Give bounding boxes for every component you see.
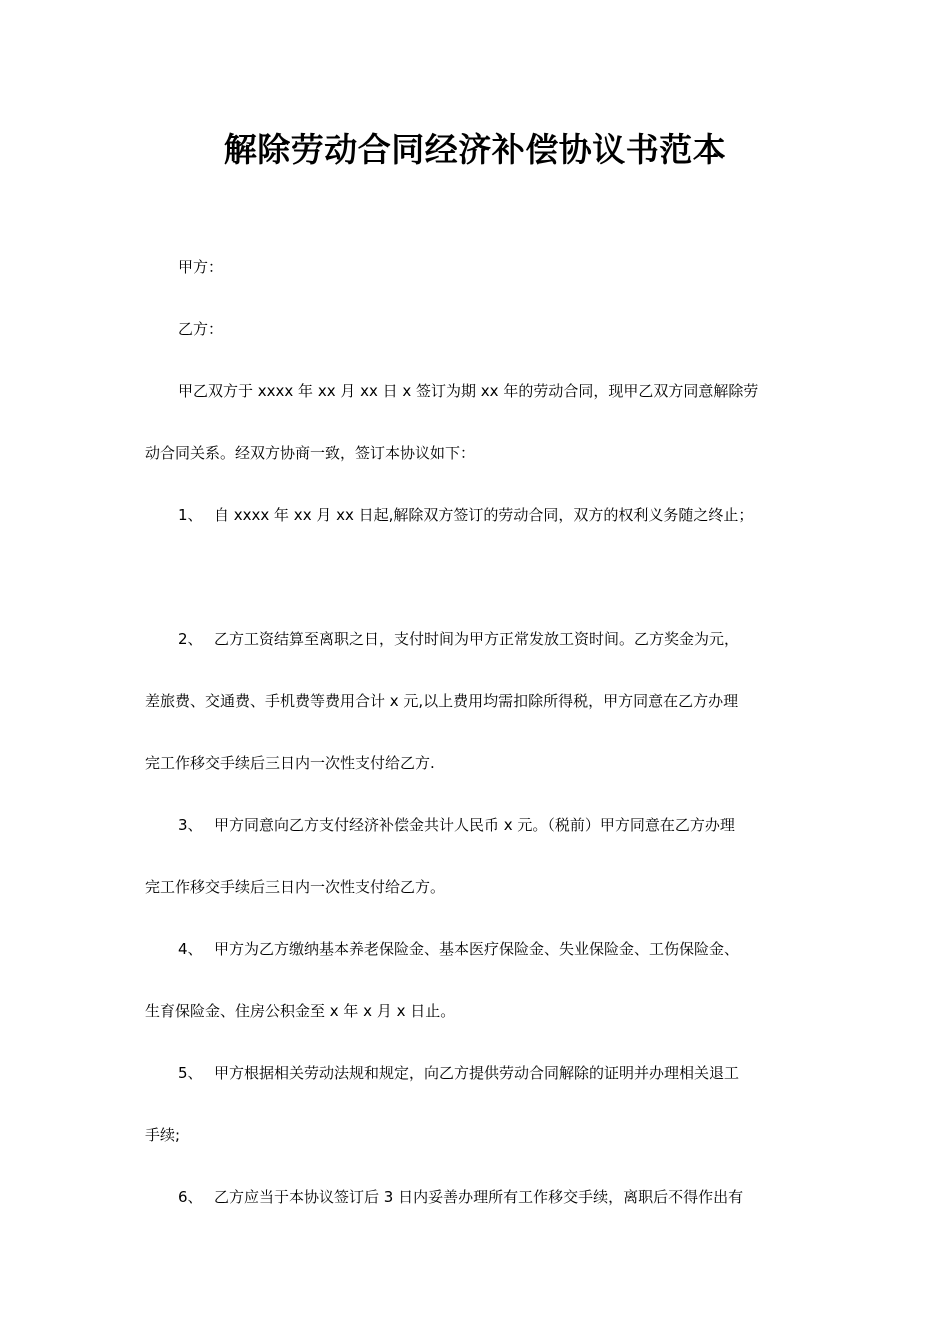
clause-text: 甲方为乙方缴纳基本养老保险金、基本医疗保险金、失业保险金、工伤保险金、 xyxy=(214,940,740,958)
clause-text: 甲方同意向乙方支付经济补偿金共计人民币 x 元。（税前）甲方同意在乙方办理 xyxy=(214,816,735,834)
clause-number: 1、 xyxy=(178,506,203,524)
document-title: 解除劳动合同经济补偿协议书范本 xyxy=(223,130,727,169)
clause-text: 乙方应当于本协议签订后 3 日内妥善办理所有工作移交手续，离职后不得作出有 xyxy=(214,1188,744,1206)
intro-line: 甲乙双方于 xxxx 年 xx 月 xx 日 x 签订为期 xx 年的劳动合同，现甲乙双方同意解除劳 xyxy=(178,382,759,400)
clause-number: 6、 xyxy=(178,1188,203,1206)
clause-text-continued: 完工作移交手续后三日内一次性支付给乙方. xyxy=(145,754,435,772)
clause-number: 5、 xyxy=(178,1064,203,1082)
party-a-label: 甲方： xyxy=(178,258,224,276)
clause-4 xyxy=(178,938,858,960)
clause-6 xyxy=(178,1186,858,1208)
clause-3 xyxy=(178,814,858,836)
clause-number: 4、 xyxy=(178,940,203,958)
clause-text-continued: 完工作移交手续后三日内一次性支付给乙方。 xyxy=(145,878,446,896)
clause-2 xyxy=(178,628,858,650)
party-b-label: 乙方： xyxy=(178,320,224,338)
intro-line: 动合同关系。经双方协商一致，签订本协议如下： xyxy=(145,444,476,462)
clause-text: 自 xxxx 年 xx 月 xx 日起,解除双方签订的劳动合同，双方的权利义务随之终止； xyxy=(214,506,754,524)
clause-text: 乙方工资结算至离职之日，支付时间为甲方正常发放工资时间。乙方奖金为元， xyxy=(214,630,740,648)
clause-5 xyxy=(178,1062,858,1084)
clause-text-continued: 差旅费、交通费、手机费等费用合计 x 元,以上费用均需扣除所得税，甲方同意在乙方办理 xyxy=(145,692,739,710)
clause-number: 3、 xyxy=(178,816,203,834)
clause-text-continued: 手续; xyxy=(145,1126,181,1144)
clause-text-continued: 生育保险金、住房公积金至 x 年 x 月 x 日止。 xyxy=(145,1002,456,1020)
clause-number: 2、 xyxy=(178,630,203,648)
clause-1 xyxy=(178,504,858,526)
clause-text: 甲方根据相关劳动法规和规定，向乙方提供劳动合同解除的证明并办理相关退工 xyxy=(214,1064,740,1082)
